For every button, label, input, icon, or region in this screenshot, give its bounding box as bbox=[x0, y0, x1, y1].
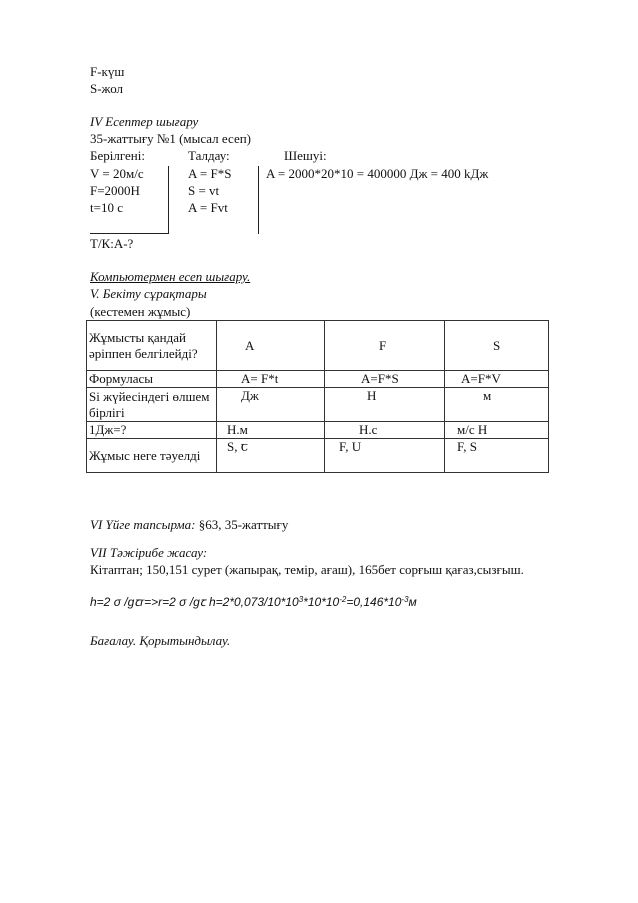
table-caption: (кестемен жұмыс) bbox=[90, 304, 191, 319]
analysis-header: Талдау: bbox=[188, 148, 230, 163]
given-divider bbox=[168, 166, 169, 234]
cell-f: Н bbox=[325, 388, 445, 422]
cell-a: Н.м bbox=[217, 422, 325, 439]
formula-exp-2: -2 bbox=[339, 595, 347, 604]
formula-part-2: *10*10 bbox=[303, 595, 340, 609]
cell-f: F bbox=[325, 321, 445, 371]
table-row bbox=[87, 388, 549, 422]
formula-part-1: h=2 σ /gꞇr=>r=2 σ /gꞇ h=2*0,073/10*10 bbox=[90, 595, 299, 609]
given-force: F=2000Н bbox=[90, 183, 140, 198]
cell-s: м bbox=[445, 388, 549, 422]
solution-header: Шешуі: bbox=[284, 148, 327, 163]
section-4-title: IV Есептер шығару bbox=[90, 114, 199, 129]
given-underline bbox=[90, 233, 168, 234]
formula-part-4: м bbox=[408, 595, 417, 609]
cell-a: S, ꞇ bbox=[217, 439, 325, 473]
cell-a: Дж bbox=[217, 388, 325, 422]
solution-line: A = 2000*20*10 = 400000 Дж = 400 kДж bbox=[266, 166, 489, 181]
cell-f: Н.с bbox=[325, 422, 445, 439]
computer-solving: Компьютермен есеп шығару. bbox=[90, 269, 251, 284]
row-label: Жұмыс неге тәуелді bbox=[87, 439, 217, 473]
formula-part-3: =0,146*10 bbox=[346, 595, 402, 609]
definition-force: F-күш bbox=[90, 64, 125, 79]
cell-s: F, S bbox=[445, 439, 549, 473]
cell-a: A bbox=[217, 321, 325, 371]
row-label: 1Дж=? bbox=[87, 422, 217, 439]
capillary-formula bbox=[90, 594, 417, 610]
cell-f: A=F*S bbox=[325, 371, 445, 388]
table-row bbox=[87, 371, 549, 388]
analysis-formula-2: S = vt bbox=[188, 183, 220, 198]
definition-path: S-жол bbox=[90, 81, 124, 96]
cell-a: A= F*t bbox=[217, 371, 325, 388]
cell-s: S bbox=[445, 321, 549, 371]
cell-f: F, U bbox=[325, 439, 445, 473]
given-header: Берілгені: bbox=[90, 148, 145, 163]
analysis-divider bbox=[258, 166, 259, 234]
row-label: Формуласы bbox=[87, 371, 217, 388]
find-line: Т/К:А-? bbox=[90, 236, 134, 251]
section-5-title: V. Бекіту сұрақтары bbox=[90, 286, 207, 301]
table-row bbox=[87, 422, 549, 439]
homework-line bbox=[90, 517, 288, 533]
given-velocity: V = 20м/с bbox=[90, 166, 144, 181]
formula-exp-1: 3 bbox=[298, 595, 304, 604]
cell-s: A=F*V bbox=[445, 371, 549, 388]
analysis-formula-3: A = Fvt bbox=[188, 200, 228, 215]
assessment: Бағалау. Қорытындылау. bbox=[90, 633, 231, 648]
problem-title: 35-жаттығу №1 (мысал есеп) bbox=[90, 131, 251, 146]
homework-label: VI Үйге тапсырма: bbox=[90, 517, 196, 532]
analysis-formula-1: A = F*S bbox=[188, 166, 232, 181]
given-time: t=10 с bbox=[90, 200, 123, 215]
cell-s: м/с Н bbox=[445, 422, 549, 439]
table-row bbox=[87, 439, 549, 473]
row-label: Si жүйесіндегі өлшем бірлігі bbox=[87, 388, 217, 422]
formula-exp-3: -3 bbox=[401, 595, 409, 604]
table-row bbox=[87, 321, 549, 371]
experiment-title: VII Тәжірибе жасау: bbox=[90, 545, 208, 560]
experiment-text: Кітаптан; 150,151 сурет (жапырақ, темір, ағаш), 165бет сорғыш қағаз,сызғыш. bbox=[90, 562, 524, 577]
row-label: Жұмысты қандай әріппен белгілейді? bbox=[87, 321, 217, 371]
review-table bbox=[86, 320, 549, 473]
homework-value: §63, 35-жаттығу bbox=[198, 517, 289, 532]
